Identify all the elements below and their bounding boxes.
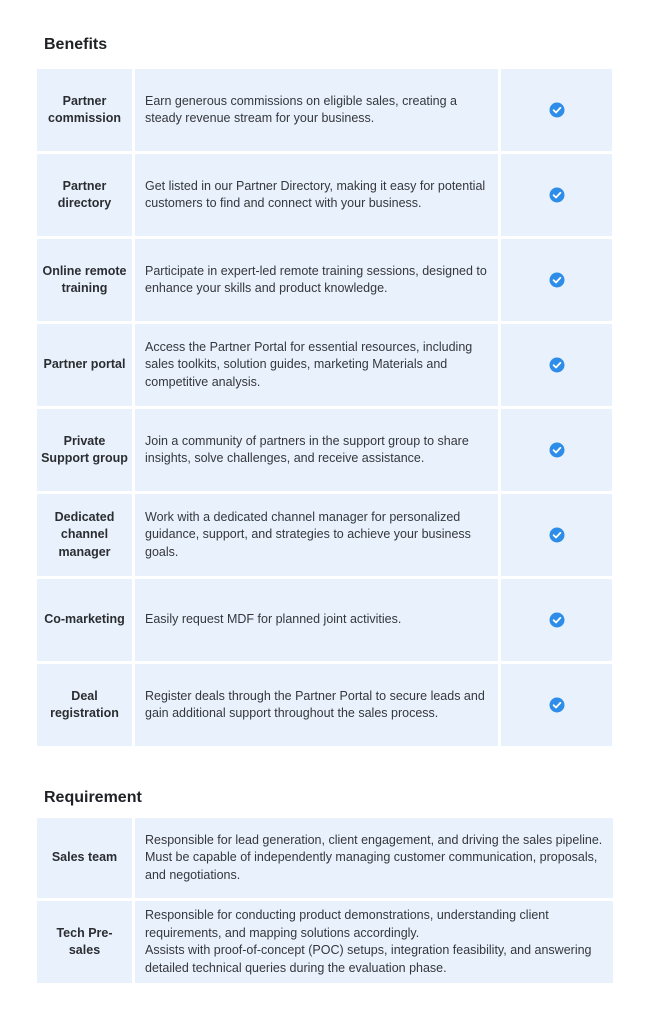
check-circle-icon [549,612,565,628]
benefit-label: Dedicated channel manager [37,494,132,576]
benefit-check-cell [501,154,612,236]
benefit-label: Online remote training [37,239,132,321]
requirement-label: Sales team [37,818,132,898]
benefit-check-cell [501,494,612,576]
benefit-check-cell [501,324,612,406]
benefit-label: Partner commission [37,69,132,151]
check-circle-icon [549,357,565,373]
requirement-description [135,818,613,898]
benefit-description: Work with a dedicated channel manager for personalized guidance, support, and strategies to achieve your business goals. [135,494,498,576]
requirement-line: Must be capable of independently managing customer communication, proposals, and negotiations. [145,850,598,882]
check-circle-icon [549,187,565,203]
requirement-line: Responsible for conducting product demonstrations, understanding client requirements, and mapping solutions accordingly. [145,908,549,940]
benefit-check-cell [501,409,612,491]
check-circle-icon [549,442,565,458]
benefit-label: Partner directory [37,154,132,236]
check-circle-icon [549,697,565,713]
check-circle-icon [549,102,565,118]
check-circle-icon [549,527,565,543]
benefits-title: Benefits [44,36,108,53]
benefit-description: Access the Partner Portal for essential resources, including sales toolkits, solution guides, marketing Materials and competitive analysis. [135,324,498,406]
requirement-line: Responsible for lead generation, client engagement, and driving the sales pipeline. [145,832,603,847]
benefit-label: Deal registration [37,664,132,746]
requirement-description [135,901,613,983]
benefit-description: Join a community of partners in the support group to share insights, solve challenges, and receive assistance. [135,409,498,491]
check-circle-icon [549,272,565,288]
benefit-description: Earn generous commissions on eligible sales, creating a steady revenue stream for your business. [135,69,498,151]
benefit-check-cell [501,579,612,661]
benefit-description: Register deals through the Partner Portal to secure leads and gain additional support throughout the sales process. [135,664,498,746]
benefit-check-cell [501,239,612,321]
benefit-label: Co-marketing [37,579,132,661]
requirement-table [37,818,612,983]
requirement-title: Requirement [44,789,142,806]
benefit-label: Private Support group [37,409,132,491]
benefit-description: Get listed in our Partner Directory, making it easy for potential customers to find and connect with your business. [135,154,498,236]
benefit-check-cell [501,664,612,746]
benefits-table [37,69,612,746]
benefit-label: Partner portal [37,324,132,406]
requirement-line: Assists with proof-of-concept (POC) setups, integration feasibility, and answering detailed technical queries during the evaluation phase. [145,943,592,975]
requirement-label: Tech Pre-sales [37,901,132,983]
benefit-description: Participate in expert-led remote training sessions, designed to enhance your skills and product knowledge. [135,239,498,321]
benefit-check-cell [501,69,612,151]
benefit-description: Easily request MDF for planned joint activities. [135,579,498,661]
